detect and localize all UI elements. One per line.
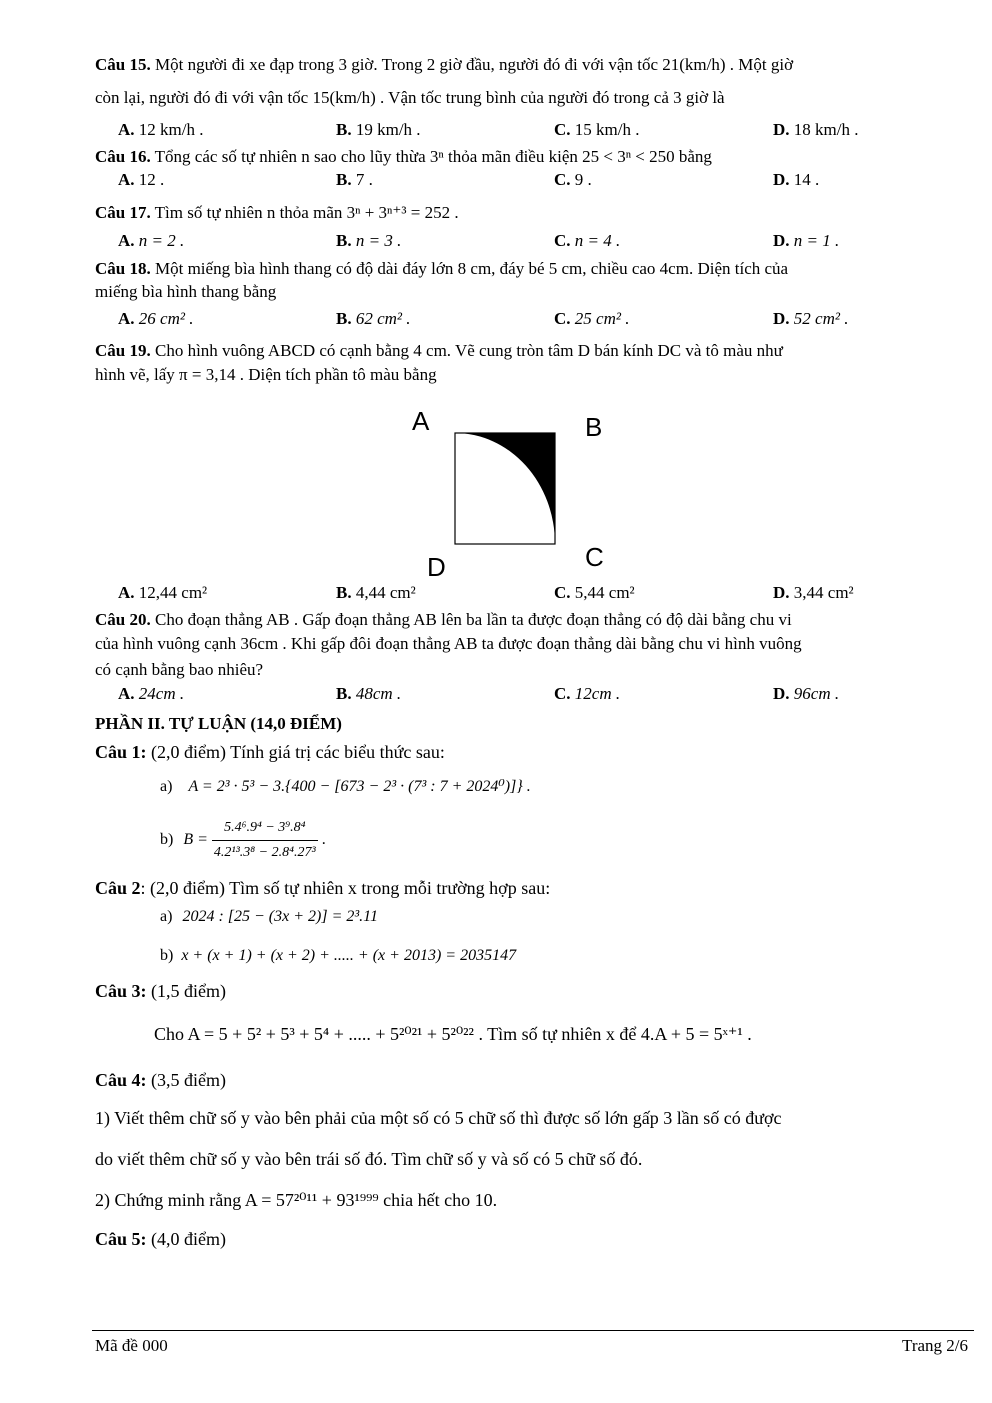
footer-divider	[92, 1330, 974, 1331]
q16-option-d: D. 14 .	[773, 170, 820, 189]
c1-a-label: a)	[160, 778, 173, 795]
q16-text-1: Tổng các số tự nhiên n sao cho lũy thừa 3ⁿ thỏa mãn điều kiện 25 < 3ⁿ < 250 bằng	[150, 147, 712, 166]
q16-option-c: C. 9 .	[554, 170, 592, 189]
footer-exam-code: Mã đề 000	[95, 1336, 168, 1355]
q19-option-d: D. 3,44 cm²	[773, 583, 854, 602]
q16-line-1	[95, 146, 712, 168]
q20-text-1: Cho đoạn thẳng AB . Gấp đoạn thẳng AB lên ba lần ta được đoạn thẳng có độ dài bằng chu vi	[150, 610, 792, 629]
part2-heading: PHẦN II. TỰ LUẬN (14,0 ĐIỂM)	[95, 714, 342, 733]
q15-option-a: A. 12 km/h .	[118, 120, 204, 139]
c3-label: Câu 3:	[95, 981, 147, 1001]
q15-text-1: Một người đi xe đạp trong 3 giờ. Trong 2 giờ đầu, người đó đi với vận tốc 21(km/h) . Một giờ	[150, 55, 794, 74]
c1-b-label: b)	[160, 831, 174, 849]
c4-line	[95, 1069, 226, 1091]
q16-option-b: B. 7 .	[336, 170, 373, 189]
footer-page-number: Trang 2/6	[902, 1336, 968, 1355]
q19-label: Câu 19.	[95, 341, 151, 360]
c1-a	[160, 776, 531, 798]
c1-b-lhs: B =	[183, 831, 208, 849]
q20-option-c: C. 12cm .	[554, 684, 621, 703]
c1-a-expr: A = 2³ · 5³ − 3.{400 − [673 − 2³ · (7³ : 7 + 2024⁰)]} .	[188, 778, 531, 795]
c2-label: Câu 2	[95, 878, 141, 898]
vertex-d-label: D	[427, 552, 446, 582]
c2-line	[95, 877, 550, 899]
q15-line-2: còn lại, người đó đi với vận tốc 15(km/h) . Vận tốc trung bình của người đó trong cả 3 giờ là	[95, 88, 725, 107]
q20-option-b: B. 48cm .	[336, 684, 402, 703]
c3-body: Cho A = 5 + 5² + 5³ + 5⁴ + ..... + 5²⁰²¹ + 5²⁰²² . Tìm số tự nhiên x để 4.A + 5 = 5ˣ⁺¹ .	[154, 1024, 752, 1044]
c1-b-denominator: 4.2¹³.3⁸ − 2.8⁴.27³	[213, 845, 316, 860]
square-arc-figure	[400, 404, 620, 584]
c5-label: Câu 5:	[95, 1229, 147, 1249]
q18-line-1	[95, 258, 788, 280]
q15-line-1	[95, 54, 793, 76]
q15-option-b: B. 19 km/h .	[336, 120, 421, 139]
q16-option-a: A. 12 .	[118, 170, 165, 189]
q20-line-1	[95, 609, 792, 631]
c5-text: (4,0 điểm)	[146, 1229, 226, 1249]
q18-text-1: Một miếng bìa hình thang có độ dài đáy lớn 8 cm, đáy bé 5 cm, chiều cao 4cm. Diện tích của	[150, 259, 789, 278]
q18-option-c: C. 25 cm² .	[554, 309, 630, 328]
q20-option-d: D. 96cm .	[773, 684, 840, 703]
c2-b-label: b)	[160, 947, 174, 964]
c1-b	[160, 816, 326, 865]
q17-line-1	[95, 202, 459, 224]
q19-line-1	[95, 340, 783, 362]
c1-b-tail: .	[317, 831, 326, 849]
q19-option-b: B. 4,44 cm²	[336, 583, 416, 602]
q18-option-b: B. 62 cm² .	[336, 309, 411, 328]
q17-text-1: Tìm số tự nhiên n thỏa mãn 3ⁿ + 3ⁿ⁺³ = 252 .	[150, 203, 459, 222]
q18-option-a: A. 26 cm² .	[118, 309, 194, 328]
q20-line-2: của hình vuông cạnh 36cm . Khi gấp đôi đoạn thẳng AB ta được đoạn thẳng dài bằng chu vi hình vuông	[95, 634, 802, 653]
c3-text: (1,5 điểm)	[146, 981, 226, 1001]
q15-option-d: D. 18 km/h .	[773, 120, 859, 139]
q19-line-2: hình vẽ, lấy π = 3,14 . Diện tích phần tô màu bằng	[95, 365, 437, 384]
q15-option-c: C. 15 km/h .	[554, 120, 640, 139]
q17-option-a: A. n = 2 .	[118, 231, 185, 250]
c2-b	[160, 945, 516, 967]
c3-line	[95, 980, 226, 1002]
vertex-a-label: A	[412, 406, 430, 436]
c4-label: Câu 4:	[95, 1070, 147, 1090]
c1-text: (2,0 điểm) Tính giá trị các biểu thức sau:	[146, 742, 445, 762]
c1-label: Câu 1:	[95, 742, 147, 762]
q20-line-3: có cạnh bằng bao nhiêu?	[95, 660, 264, 679]
c2-a	[160, 906, 378, 928]
c4-p2: 2) Chứng minh rằng A = 57²⁰¹¹ + 93¹⁹⁹⁹ chia hết cho 10.	[95, 1190, 498, 1210]
vertex-b-label: B	[585, 412, 603, 442]
q19-text-1: Cho hình vuông ABCD có cạnh bằng 4 cm. Vẽ cung tròn tâm D bán kính DC và tô màu như	[150, 341, 783, 360]
c2-a-expr: 2024 : [25 − (3x + 2)] = 2³.11	[182, 908, 378, 925]
q15-label: Câu 15.	[95, 55, 151, 74]
c2-b-expr: x + (x + 1) + (x + 2) + ..... + (x + 2013) = 2035147	[181, 947, 517, 964]
q18-label: Câu 18.	[95, 259, 151, 278]
vertex-c-label: C	[585, 542, 604, 572]
q17-option-b: B. n = 3 .	[336, 231, 402, 250]
c2-text: : (2,0 điểm) Tìm số tự nhiên x trong mỗi trường hợp sau:	[140, 878, 551, 898]
c4-p1-line2: do viết thêm chữ số y vào bên trái số đó. Tìm chữ số y và số có 5 chữ số đó.	[95, 1149, 643, 1169]
q17-option-c: C. n = 4 .	[554, 231, 621, 250]
q18-line-2: miếng bìa hình thang bằng	[95, 282, 277, 301]
q19-option-a: A. 12,44 cm²	[118, 583, 208, 602]
q17-option-d: D. n = 1 .	[773, 231, 840, 250]
c1-b-numerator: 5.4⁶.9⁴ − 3⁹.8⁴	[212, 816, 318, 841]
c1-b-fraction	[212, 816, 318, 865]
q20-label: Câu 20.	[95, 610, 151, 629]
c1-line	[95, 741, 445, 763]
q19-option-c: C. 5,44 cm²	[554, 583, 635, 602]
q16-label: Câu 16.	[95, 147, 151, 166]
q18-option-d: D. 52 cm² .	[773, 309, 849, 328]
q20-option-a: A. 24cm .	[118, 684, 185, 703]
c5-line	[95, 1228, 226, 1250]
c2-a-label: a)	[160, 908, 173, 925]
c4-p1-line1: 1) Viết thêm chữ số y vào bên phải của một số có 5 chữ số thì được số lớn gấp 3 lần số có được	[95, 1108, 782, 1128]
c4-text: (3,5 điểm)	[146, 1070, 226, 1090]
q17-label: Câu 17.	[95, 203, 151, 222]
